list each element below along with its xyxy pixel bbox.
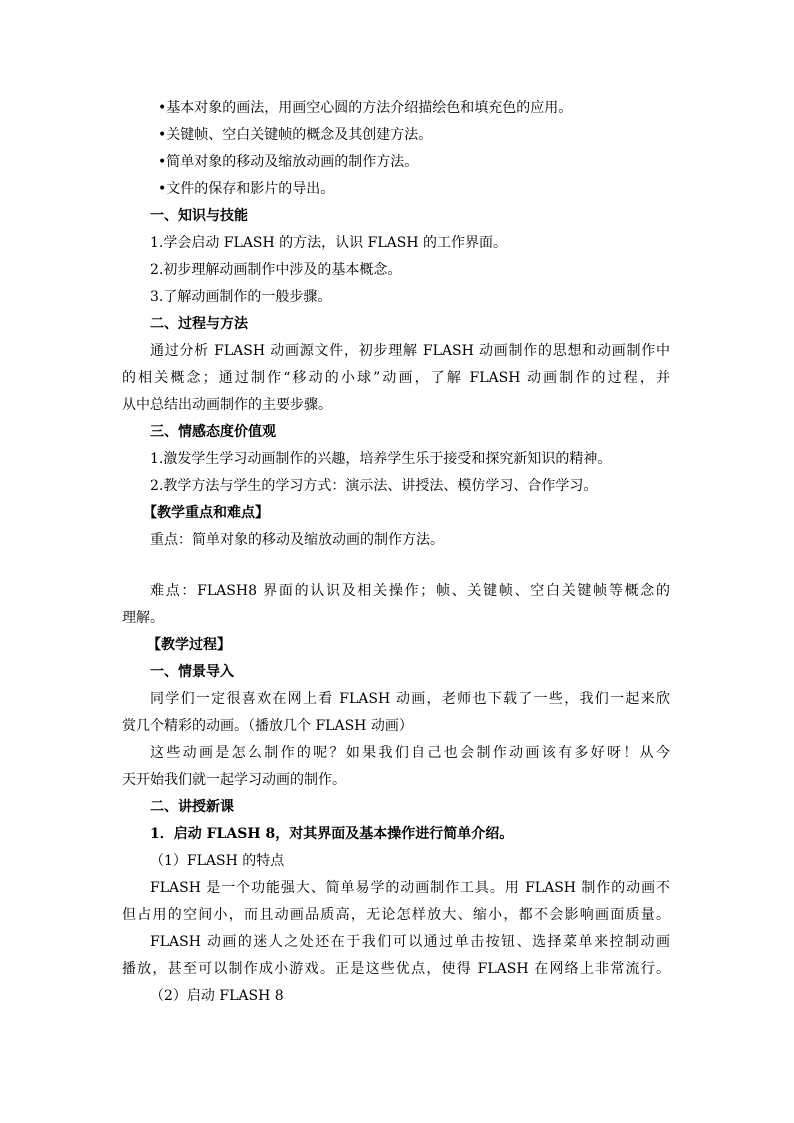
- list-item: 3.了解动画制作的一般步骤。: [150, 289, 332, 305]
- bullet-item: •简单对象的移动及缩放动画的制作方法。: [158, 154, 419, 170]
- section-heading: 一、情景导入: [150, 664, 234, 680]
- bullet-item: •基本对象的画法，用画空心圆的方法介绍描绘色和填充色的应用。: [158, 100, 573, 116]
- section-heading: 二、过程与方法: [150, 316, 248, 332]
- difficult-point-text: 难点：FLASH8 界面的认识及相关操作；帧、关键帧、空白关键帧等概念的: [150, 583, 670, 599]
- section-heading: 【教学过程】: [147, 637, 231, 653]
- difficult-point-text: 理解。: [122, 610, 164, 626]
- paragraph-line: FLASH 是一个功能强大、简单易学的动画制作工具。用 FLASH 制作的动画不: [150, 880, 670, 896]
- section-heading: 【教学重点和难点】: [143, 505, 269, 521]
- paragraph-line: 播放，甚至可以制作成小游戏。正是这些优点，使得 FLASH 在网络上非常流行。: [122, 961, 670, 977]
- paragraph-line: 同学们一定很喜欢在网上看 FLASH 动画，老师也下载了一些，我们一起来欣: [150, 691, 670, 707]
- sub-heading: （1）FLASH 的特点: [150, 853, 285, 869]
- section-heading: 二、讲授新课: [150, 799, 234, 815]
- paragraph-line: FLASH 动画的迷人之处还在于我们可以通过单击按钮、选择菜单来控制动画: [150, 934, 670, 950]
- paragraph-line: 天开始我们就一起学习动画的制作。: [122, 772, 346, 788]
- section-heading: 一、知识与技能: [150, 208, 248, 224]
- paragraph-line: 通过分析 FLASH 动画源文件，初步理解 FLASH 动画制作的思想和动画制作中: [150, 343, 670, 359]
- list-item: 2.教学方法与学生的学习方式：演示法、讲授法、模仿学习、合作学习。: [150, 478, 598, 494]
- bullet-item: •文件的保存和影片的导出。: [158, 181, 335, 197]
- step-heading: 1．启动 FLASH 8，对其界面及基本操作进行简单介绍。: [150, 826, 514, 842]
- section-heading: 三、情感态度价值观: [150, 424, 276, 440]
- list-item: 1.激发学生学习动画制作的兴趣，培养学生乐于接受和探究新知识的精神。: [150, 451, 612, 467]
- list-item: 1.学会启动 FLASH 的方法，认识 FLASH 的工作界面。: [150, 235, 507, 251]
- paragraph-line: 从中总结出动画制作的主要步骤。: [122, 397, 332, 413]
- list-item: 2.初步理解动画制作中涉及的基本概念。: [150, 262, 402, 278]
- sub-heading: （2）启动 FLASH 8: [150, 988, 284, 1004]
- bullet-item: •关键帧、空白关键帧的概念及其创建方法。: [158, 127, 433, 143]
- paragraph-line: 赏几个精彩的动画。（播放几个 FLASH 动画）: [122, 718, 413, 734]
- paragraph-line: 这些动画是怎么制作的呢？如果我们自己也会制作动画该有多好呀！从今: [150, 745, 670, 761]
- key-point-text: 重点：简单对象的移动及缩放动画的制作方法。: [150, 532, 444, 548]
- paragraph-line: 的相关概念；通过制作“移动的小球”动画，了解 FLASH 动画制作的过程，并: [122, 370, 670, 386]
- paragraph-line: 但占用的空间小，而且动画品质高，无论怎样放大、缩小，都不会影响画面质量。: [122, 907, 670, 923]
